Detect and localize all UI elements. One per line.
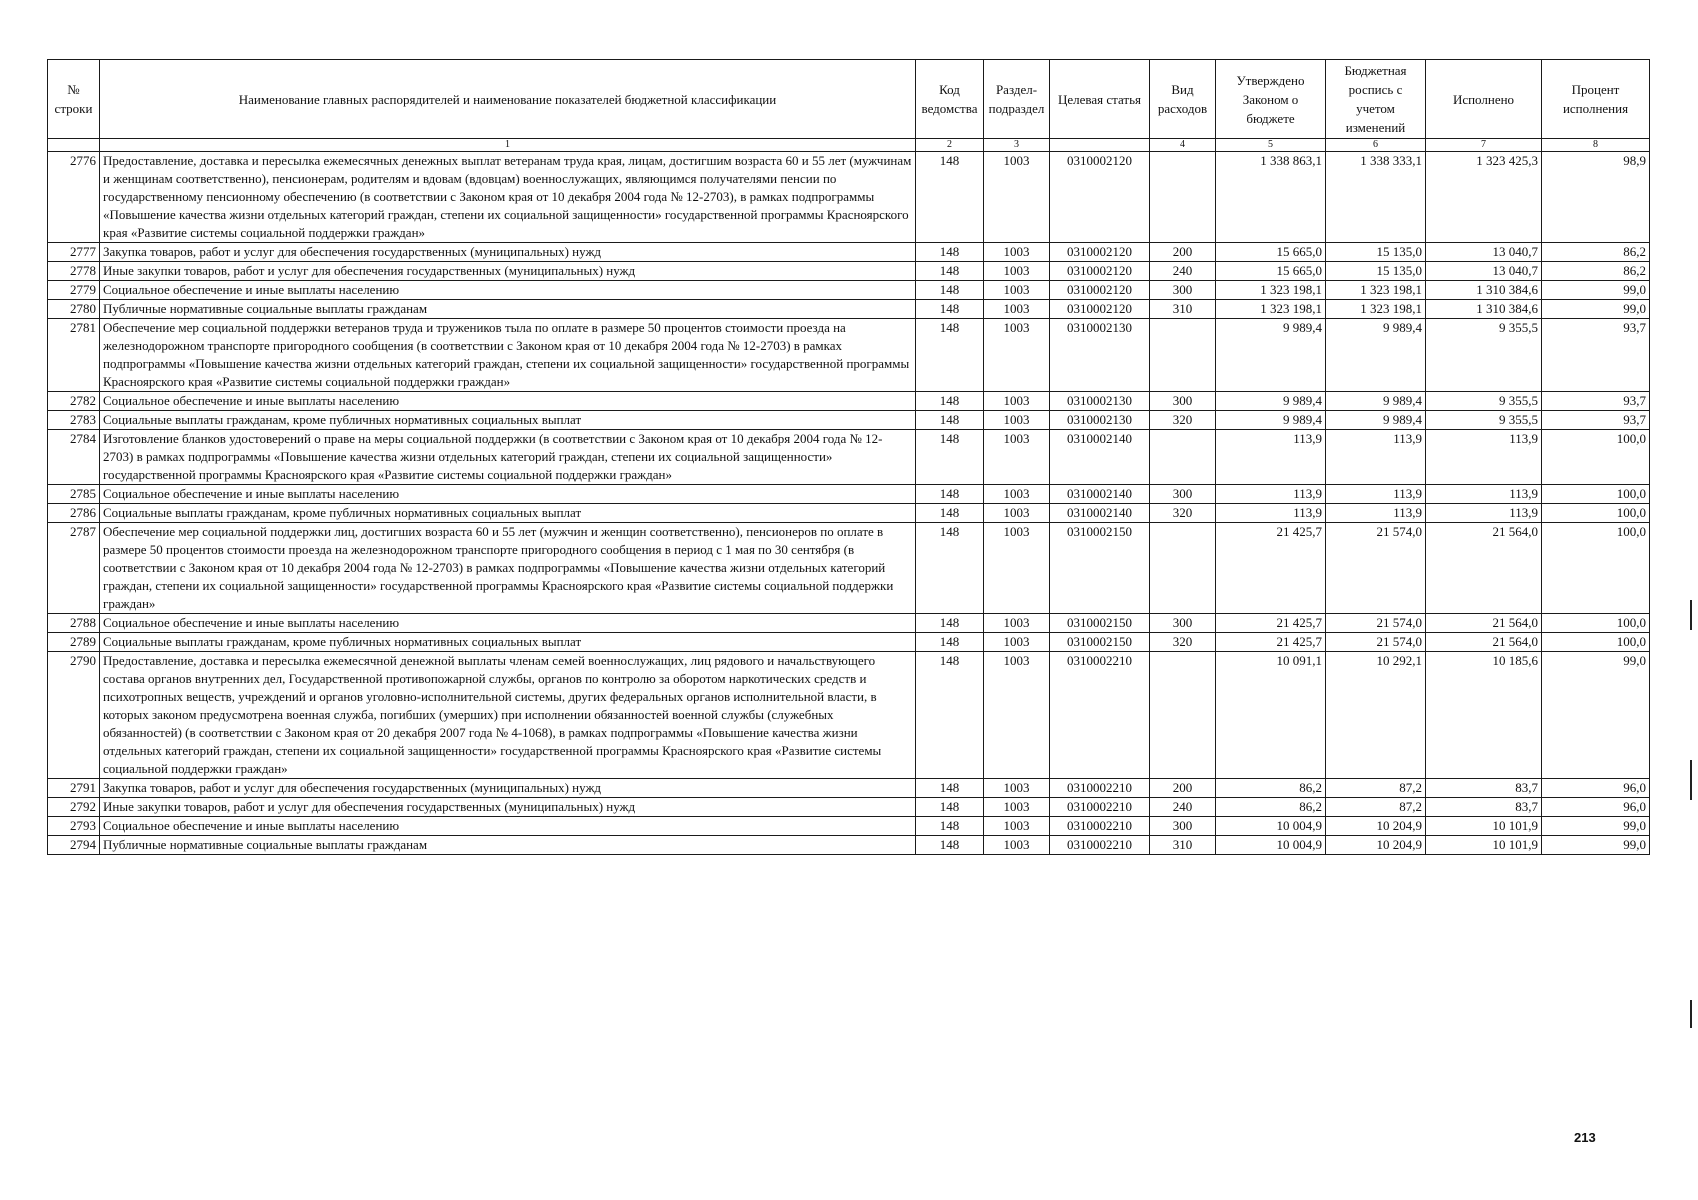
row-number: 2789: [48, 633, 100, 652]
row-name: Обеспечение мер социальной поддержки ветеранов труда и тружеников тыла по оплате в размере 50 процентов стоимости проезда на железнодорожном транспорте пригородного сообщения (в соответствии с Законом края от 10 декабря 2004 года № 12-2703) в рамках подпрограммы «Повышение качества жизни отдельных категорий граждан, степени их социальной защищенности» государственной программы Красноярского края «Развитие системы социальной поддержки граждан»: [100, 319, 916, 392]
dept-code: 148: [916, 779, 984, 798]
header-section: Раздел-подраздел: [984, 60, 1050, 139]
executed-amount: 13 040,7: [1426, 262, 1542, 281]
execution-percent: 99,0: [1542, 281, 1650, 300]
schedule-amount: 113,9: [1326, 504, 1426, 523]
row-name: Социальные выплаты гражданам, кроме публичных нормативных социальных выплат: [100, 504, 916, 523]
row-number: 2786: [48, 504, 100, 523]
table-row: [48, 817, 1650, 836]
schedule-amount: 9 989,4: [1326, 319, 1426, 392]
header-name: Наименование главных распорядителей и наименование показателей бюджетной классификации: [100, 60, 916, 139]
executed-amount: 21 564,0: [1426, 633, 1542, 652]
executed-amount: 83,7: [1426, 798, 1542, 817]
header-row: [48, 60, 1650, 139]
execution-percent: 100,0: [1542, 504, 1650, 523]
approved-amount: 1 323 198,1: [1216, 300, 1326, 319]
section-code: 1003: [984, 243, 1050, 262]
table-row: [48, 243, 1650, 262]
column-number: [48, 139, 100, 152]
section-code: 1003: [984, 430, 1050, 485]
executed-amount: 21 564,0: [1426, 614, 1542, 633]
dept-code: 148: [916, 652, 984, 779]
section-code: 1003: [984, 504, 1050, 523]
dept-code: 148: [916, 817, 984, 836]
dept-code: 148: [916, 836, 984, 855]
row-name: Социальное обеспечение и иные выплаты населению: [100, 392, 916, 411]
execution-percent: 100,0: [1542, 523, 1650, 614]
target-article: 0310002140: [1050, 504, 1150, 523]
row-number: 2783: [48, 411, 100, 430]
dept-code: 148: [916, 633, 984, 652]
table-row: [48, 633, 1650, 652]
scan-edge-mark: [1690, 1000, 1692, 1028]
expense-type: 320: [1150, 411, 1216, 430]
row-name: Иные закупки товаров, работ и услуг для обеспечения государственных (муниципальных) нужд: [100, 262, 916, 281]
row-number: 2791: [48, 779, 100, 798]
target-article: 0310002120: [1050, 262, 1150, 281]
expense-type: 240: [1150, 798, 1216, 817]
approved-amount: 21 425,7: [1216, 523, 1326, 614]
target-article: 0310002150: [1050, 523, 1150, 614]
table-row: [48, 392, 1650, 411]
table-row: [48, 430, 1650, 485]
header-executed: Исполнено: [1426, 60, 1542, 139]
table-row: [48, 281, 1650, 300]
executed-amount: 1 323 425,3: [1426, 152, 1542, 243]
expense-type: 300: [1150, 485, 1216, 504]
approved-amount: 21 425,7: [1216, 614, 1326, 633]
scan-edge-mark: [1690, 760, 1692, 800]
table-row: [48, 262, 1650, 281]
target-article: 0310002130: [1050, 319, 1150, 392]
table-row: [48, 798, 1650, 817]
table-row: [48, 523, 1650, 614]
row-number: 2778: [48, 262, 100, 281]
approved-amount: 15 665,0: [1216, 243, 1326, 262]
table-row: [48, 319, 1650, 392]
dept-code: 148: [916, 614, 984, 633]
row-number: 2780: [48, 300, 100, 319]
column-number: 6: [1326, 139, 1426, 152]
table-row: [48, 779, 1650, 798]
schedule-amount: 87,2: [1326, 779, 1426, 798]
header-approved: Утверждено Законом о бюджете: [1216, 60, 1326, 139]
expense-type: 320: [1150, 504, 1216, 523]
table-row: [48, 836, 1650, 855]
target-article: 0310002130: [1050, 411, 1150, 430]
column-number: 2: [916, 139, 984, 152]
section-code: 1003: [984, 392, 1050, 411]
target-article: 0310002120: [1050, 281, 1150, 300]
row-number: 2788: [48, 614, 100, 633]
executed-amount: 9 355,5: [1426, 319, 1542, 392]
row-name: Социальное обеспечение и иные выплаты населению: [100, 281, 916, 300]
section-code: 1003: [984, 779, 1050, 798]
expense-type: 200: [1150, 779, 1216, 798]
execution-percent: 99,0: [1542, 817, 1650, 836]
column-number-row: [48, 139, 1650, 152]
execution-percent: 100,0: [1542, 485, 1650, 504]
section-code: 1003: [984, 485, 1050, 504]
approved-amount: 10 004,9: [1216, 836, 1326, 855]
executed-amount: 113,9: [1426, 430, 1542, 485]
column-number: 8: [1542, 139, 1650, 152]
table-body: [48, 152, 1650, 855]
dept-code: 148: [916, 152, 984, 243]
target-article: 0310002140: [1050, 430, 1150, 485]
row-name: Публичные нормативные социальные выплаты гражданам: [100, 836, 916, 855]
column-number: 7: [1426, 139, 1542, 152]
header-row-no: № строки: [48, 60, 100, 139]
dept-code: 148: [916, 504, 984, 523]
dept-code: 148: [916, 300, 984, 319]
section-code: 1003: [984, 817, 1050, 836]
expense-type: 320: [1150, 633, 1216, 652]
execution-percent: 99,0: [1542, 652, 1650, 779]
executed-amount: 9 355,5: [1426, 392, 1542, 411]
row-number: 2793: [48, 817, 100, 836]
execution-percent: 96,0: [1542, 798, 1650, 817]
schedule-amount: 113,9: [1326, 430, 1426, 485]
row-number: 2782: [48, 392, 100, 411]
table-row: [48, 614, 1650, 633]
dept-code: 148: [916, 798, 984, 817]
executed-amount: 9 355,5: [1426, 411, 1542, 430]
table-row: [48, 152, 1650, 243]
page-number: 213: [1574, 1130, 1596, 1145]
target-article: 0310002120: [1050, 243, 1150, 262]
schedule-amount: 1 338 333,1: [1326, 152, 1426, 243]
executed-amount: 10 101,9: [1426, 836, 1542, 855]
dept-code: 148: [916, 485, 984, 504]
row-number: 2777: [48, 243, 100, 262]
section-code: 1003: [984, 652, 1050, 779]
table-row: [48, 485, 1650, 504]
approved-amount: 15 665,0: [1216, 262, 1326, 281]
approved-amount: 113,9: [1216, 430, 1326, 485]
target-article: 0310002130: [1050, 392, 1150, 411]
section-code: 1003: [984, 281, 1050, 300]
schedule-amount: 21 574,0: [1326, 614, 1426, 633]
dept-code: 148: [916, 430, 984, 485]
row-number: 2776: [48, 152, 100, 243]
section-code: 1003: [984, 262, 1050, 281]
row-name: Предоставление, доставка и пересылка ежемесячной денежной выплаты членам семей военнослужащих, лиц рядового и начальствующего состава органов внутренних дел, Государственной противопожарной службы, органов по контролю за оборотом наркотических средств и психотропных веществ, учреждений и органов уголовно-исполнительной системы, других федеральных органов исполнительной власти, в которых законом предусмотрена военная служба, погибших (умерших) при исполнении обязанностей военной службы (служебных обязанностей) (в соответствии с Законом края от 20 декабря 2007 года № 4-1068), в рамках подпрограммы «Повышение качества жизни отдельных категорий граждан, степени их социальной защищенности» государственной программы Красноярского края «Развитие системы социальной поддержки граждан»: [100, 652, 916, 779]
row-name: Предоставление, доставка и пересылка ежемесячных денежных выплат ветеранам труда края, лицам, достигшим возраста 60 и 55 лет (мужчинам и женщинам соответственно), пенсионерам, родителям и вдовам (вдовцам) военнослужащих, являющимся получателями пенсии по государственному пенсионному обеспечению (в соответствии с Законом края от 10 декабря 2004 года № 12-2703), в рамках подпрограммы «Повышение качества жизни отдельных категорий граждан, степени их социальной защищенности» государственной программы Красноярского края «Развитие системы социальной поддержки граждан»: [100, 152, 916, 243]
approved-amount: 9 989,4: [1216, 392, 1326, 411]
section-code: 1003: [984, 614, 1050, 633]
header-percent: Процент исполнения: [1542, 60, 1650, 139]
schedule-amount: 15 135,0: [1326, 262, 1426, 281]
schedule-amount: 9 989,4: [1326, 392, 1426, 411]
dept-code: 148: [916, 319, 984, 392]
target-article: 0310002210: [1050, 798, 1150, 817]
executed-amount: 10 101,9: [1426, 817, 1542, 836]
approved-amount: 113,9: [1216, 504, 1326, 523]
dept-code: 148: [916, 243, 984, 262]
row-name: Публичные нормативные социальные выплаты гражданам: [100, 300, 916, 319]
section-code: 1003: [984, 633, 1050, 652]
row-number: 2784: [48, 430, 100, 485]
execution-percent: 96,0: [1542, 779, 1650, 798]
budget-execution-table: [47, 59, 1650, 855]
expense-type: 200: [1150, 243, 1216, 262]
schedule-amount: 9 989,4: [1326, 411, 1426, 430]
execution-percent: 100,0: [1542, 430, 1650, 485]
row-number: 2781: [48, 319, 100, 392]
section-code: 1003: [984, 300, 1050, 319]
expense-type: [1150, 523, 1216, 614]
execution-percent: 99,0: [1542, 836, 1650, 855]
execution-percent: 93,7: [1542, 392, 1650, 411]
row-name: Социальное обеспечение и иные выплаты населению: [100, 485, 916, 504]
expense-type: 300: [1150, 281, 1216, 300]
executed-amount: 1 310 384,6: [1426, 300, 1542, 319]
expense-type: [1150, 652, 1216, 779]
approved-amount: 1 338 863,1: [1216, 152, 1326, 243]
executed-amount: 113,9: [1426, 504, 1542, 523]
column-number: 1: [100, 139, 916, 152]
target-article: 0310002140: [1050, 485, 1150, 504]
dept-code: 148: [916, 411, 984, 430]
executed-amount: 21 564,0: [1426, 523, 1542, 614]
approved-amount: 10 091,1: [1216, 652, 1326, 779]
schedule-amount: 10 292,1: [1326, 652, 1426, 779]
schedule-amount: 10 204,9: [1326, 817, 1426, 836]
table-row: [48, 652, 1650, 779]
approved-amount: 113,9: [1216, 485, 1326, 504]
row-name: Социальные выплаты гражданам, кроме публичных нормативных социальных выплат: [100, 411, 916, 430]
row-number: 2790: [48, 652, 100, 779]
scan-edge-mark: [1690, 600, 1692, 630]
section-code: 1003: [984, 798, 1050, 817]
schedule-amount: 21 574,0: [1326, 523, 1426, 614]
expense-type: 300: [1150, 392, 1216, 411]
row-name: Закупка товаров, работ и услуг для обеспечения государственных (муниципальных) нужд: [100, 779, 916, 798]
execution-percent: 100,0: [1542, 633, 1650, 652]
table-row: [48, 300, 1650, 319]
header-schedule: Бюджетная роспись с учетом изменений: [1326, 60, 1426, 139]
approved-amount: 86,2: [1216, 798, 1326, 817]
schedule-amount: 87,2: [1326, 798, 1426, 817]
expense-type: 300: [1150, 614, 1216, 633]
executed-amount: 10 185,6: [1426, 652, 1542, 779]
approved-amount: 9 989,4: [1216, 411, 1326, 430]
target-article: 0310002150: [1050, 614, 1150, 633]
column-number: 5: [1216, 139, 1326, 152]
header-target: Целевая статья: [1050, 60, 1150, 139]
expense-type: [1150, 430, 1216, 485]
column-number: [1050, 139, 1150, 152]
target-article: 0310002120: [1050, 300, 1150, 319]
dept-code: 148: [916, 262, 984, 281]
target-article: 0310002120: [1050, 152, 1150, 243]
row-number: 2787: [48, 523, 100, 614]
section-code: 1003: [984, 523, 1050, 614]
schedule-amount: 15 135,0: [1326, 243, 1426, 262]
row-name: Изготовление бланков удостоверений о праве на меры социальной поддержки (в соответствии с Законом края от 10 декабря 2004 года № 12-2703) в рамках подпрограммы «Повышение качества жизни отдельных категорий граждан, степени их социальной защищенности» государственной программы Красноярского края «Развитие системы социальной поддержки граждан»: [100, 430, 916, 485]
expense-type: [1150, 152, 1216, 243]
header-expense-type: Вид расходов: [1150, 60, 1216, 139]
expense-type: 310: [1150, 300, 1216, 319]
approved-amount: 9 989,4: [1216, 319, 1326, 392]
approved-amount: 86,2: [1216, 779, 1326, 798]
expense-type: 300: [1150, 817, 1216, 836]
schedule-amount: 10 204,9: [1326, 836, 1426, 855]
section-code: 1003: [984, 319, 1050, 392]
table-row: [48, 504, 1650, 523]
row-number: 2792: [48, 798, 100, 817]
target-article: 0310002210: [1050, 779, 1150, 798]
column-number: 3: [984, 139, 1050, 152]
approved-amount: 21 425,7: [1216, 633, 1326, 652]
execution-percent: 86,2: [1542, 243, 1650, 262]
table-row: [48, 411, 1650, 430]
executed-amount: 83,7: [1426, 779, 1542, 798]
executed-amount: 13 040,7: [1426, 243, 1542, 262]
target-article: 0310002210: [1050, 817, 1150, 836]
row-name: Социальные выплаты гражданам, кроме публичных нормативных социальных выплат: [100, 633, 916, 652]
target-article: 0310002150: [1050, 633, 1150, 652]
dept-code: 148: [916, 281, 984, 300]
schedule-amount: 1 323 198,1: [1326, 300, 1426, 319]
row-number: 2785: [48, 485, 100, 504]
row-name: Обеспечение мер социальной поддержки лиц, достигших возраста 60 и 55 лет (мужчин и женщин соответственно), пенсионеров по оплате в размере 50 процентов стоимости проезда на железнодорожном транспорте пригородного сообщения в период с 1 мая по 30 сентября (в соответствии с Законом края от 10 декабря 2004 года № 12-2703) в рамках подпрограммы «Повышение качества жизни отдельных категорий граждан, степени их социальной защищенности» государственной программы Красноярского края «Развитие системы социальной поддержки граждан»: [100, 523, 916, 614]
row-name: Социальное обеспечение и иные выплаты населению: [100, 817, 916, 836]
execution-percent: 93,7: [1542, 411, 1650, 430]
expense-type: 310: [1150, 836, 1216, 855]
row-number: 2794: [48, 836, 100, 855]
schedule-amount: 1 323 198,1: [1326, 281, 1426, 300]
dept-code: 148: [916, 392, 984, 411]
schedule-amount: 21 574,0: [1326, 633, 1426, 652]
header-dept-code: Код ведомства: [916, 60, 984, 139]
target-article: 0310002210: [1050, 836, 1150, 855]
approved-amount: 1 323 198,1: [1216, 281, 1326, 300]
section-code: 1003: [984, 411, 1050, 430]
execution-percent: 93,7: [1542, 319, 1650, 392]
execution-percent: 100,0: [1542, 614, 1650, 633]
section-code: 1003: [984, 836, 1050, 855]
expense-type: 240: [1150, 262, 1216, 281]
executed-amount: 113,9: [1426, 485, 1542, 504]
expense-type: [1150, 319, 1216, 392]
executed-amount: 1 310 384,6: [1426, 281, 1542, 300]
execution-percent: 86,2: [1542, 262, 1650, 281]
dept-code: 148: [916, 523, 984, 614]
approved-amount: 10 004,9: [1216, 817, 1326, 836]
row-name: Закупка товаров, работ и услуг для обеспечения государственных (муниципальных) нужд: [100, 243, 916, 262]
column-number: 4: [1150, 139, 1216, 152]
execution-percent: 99,0: [1542, 300, 1650, 319]
execution-percent: 98,9: [1542, 152, 1650, 243]
section-code: 1003: [984, 152, 1050, 243]
schedule-amount: 113,9: [1326, 485, 1426, 504]
row-name: Социальное обеспечение и иные выплаты населению: [100, 614, 916, 633]
row-number: 2779: [48, 281, 100, 300]
target-article: 0310002210: [1050, 652, 1150, 779]
row-name: Иные закупки товаров, работ и услуг для обеспечения государственных (муниципальных) нужд: [100, 798, 916, 817]
